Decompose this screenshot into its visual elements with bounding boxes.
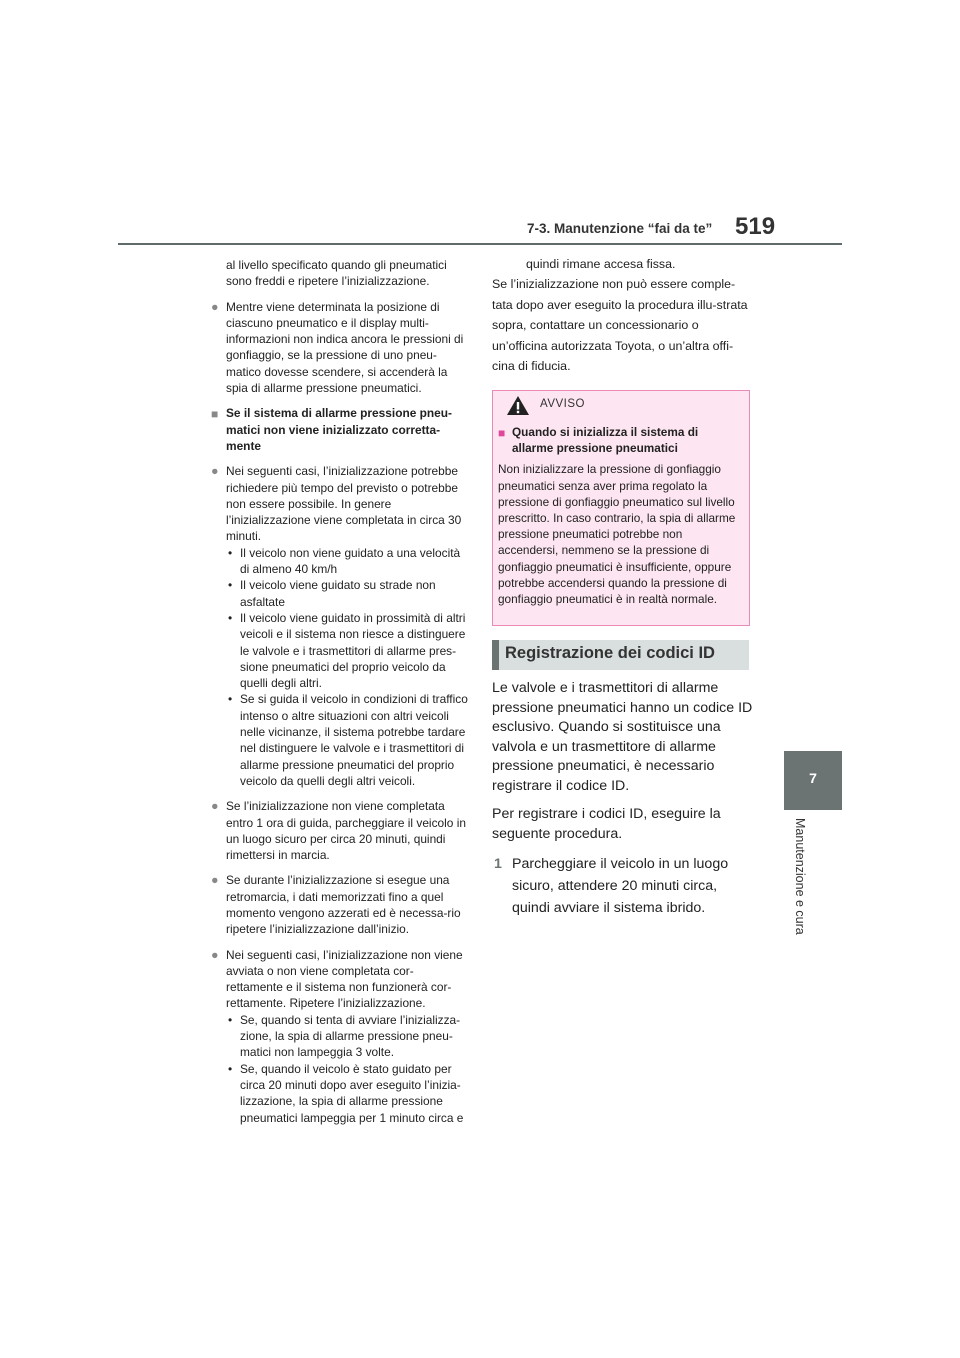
chapter-label: Manutenzione e cura: [793, 818, 807, 935]
note-not-started: [212, 947, 468, 1126]
step-text: Parcheggiare il veicolo in un luogo sicuro, attendere 20 minuti circa, quindi avviare il sistema ibrido.: [512, 856, 729, 916]
intro-continuation: al livello specificato quando gli pneumatici sono freddi e ripetere l’inizializzazione.: [226, 258, 447, 289]
note-reverse: [212, 872, 468, 937]
note-reverse-text: Se durante l’inizializzazione si esegue una retromarcia, i dati memorizzati fino a quel momento vengono azzerati ed è necessa-rio ripetere l’inizializzazione dall’inizio.: [226, 873, 461, 937]
square-bullet-icon: ■: [211, 407, 219, 422]
circle-bullet-icon: ●: [211, 464, 219, 479]
list-item: • Se, quando il veicolo è stato guidato per circa 20 minuti dopo aver eseguito l’inizia-lizzazione, la spia di allarme pressione pneumatici lampeggia per 1 minuto circa e: [228, 1061, 464, 1125]
header-divider: [118, 243, 842, 245]
warning-subheading-text: Quando si inizializza il sistema di allarme pressione pneumatici: [512, 425, 699, 456]
section-header-title: 7-3. Manutenzione “fai da te”: [527, 221, 713, 236]
circle-bullet-icon: ●: [211, 947, 219, 962]
left-column: [212, 257, 468, 1135]
warning-box: [492, 390, 750, 626]
list-item: • Se si guida il veicolo in condizioni di traffico intenso o altre situazioni con altri veicoli nelle vicinanze, il sistema potrebbe tardare nel distinguere le valvole e i trasmettitori di allarme pressione pneumatici del proprio veicolo da quelli degli altri veicoli.: [228, 692, 468, 788]
section-body: [492, 679, 754, 919]
list-item: • Il veicolo non viene guidato a una velocità di almeno 40 km/h: [228, 545, 461, 577]
warning-body: [498, 424, 742, 607]
note-position: [212, 299, 468, 397]
note-one-hour: [212, 798, 468, 863]
section-paragraph-1: Le valvole e i trasmettitori di allarme pressione pneumatici hanno un codice ID esclusivo. Quando si sostituisce una valvola e un trasmettitore di allarme pressione pneumatici, è necessario registrare il codice ID.: [492, 680, 753, 794]
warning-text: Non inizializzare la pressione di gonfiaggio pneumatici senza aver prima regolato la pressione di gonfiaggio pneumatico sul livello prescritto. In caso contrario, la spia di allarme pressione pneumatici potrebbe non accendersi, nemmeno se la pressione di gonfiaggio pneumatici è insufficiente, oppure potrebbe accendersi quando la pressione di gonfiaggio pneumatici è in realtà normale.: [498, 462, 736, 607]
section-heading: [492, 640, 749, 670]
circle-bullet-icon: ●: [211, 299, 219, 314]
section-heading-bar: [492, 640, 499, 670]
warning-subheading: [498, 424, 742, 456]
warning-header: [493, 391, 749, 422]
right-column: [492, 255, 754, 377]
warning-title: AVVISO: [540, 398, 585, 410]
section-paragraph-2: Per registrare i codici ID, eseguire la seguente procedura.: [492, 806, 721, 842]
note-cases-text: Nei seguenti casi, l’inizializzazione potrebbe richiedere più tempo del previsto o potrebbe non essere possibile. In genere l’inizializzazione viene completata in circa 30 minuti.: [226, 464, 462, 544]
list-item: • Il veicolo viene guidato in prossimità di altri veicoli e il sistema non riesce a distinguere le valvole e i trasmettitori di allarme pres-sione pneumatici del proprio veicolo da quelli degli altri.: [228, 610, 466, 691]
chapter-number: 7: [809, 770, 817, 786]
warning-triangle-icon: [506, 395, 530, 416]
note-position-text: Mentre viene determinata la posizione di ciascuno pneumatico e il display multi-informazioni non indica ancora le pressioni di gonfiaggio, se la pressione di uno pneu-matico dovesse scendere, si accenderà la spia di allarme pressione pneumatici.: [226, 299, 464, 396]
subheading-not-initialized: [212, 405, 468, 454]
page-number: 519: [735, 213, 776, 240]
circle-bullet-icon: ●: [211, 799, 219, 814]
note-cases: [212, 463, 468, 789]
circle-bullet-icon: ●: [211, 873, 219, 888]
subheading-text: Se il sistema di allarme pressione pneu-matici non viene inizializzato corretta-mente: [226, 406, 453, 453]
section-title: Registrazione dei codici ID: [505, 644, 715, 662]
list-item: • Il veicolo viene guidato su strade non asfaltate: [228, 578, 436, 609]
note-not-started-text: Nei seguenti casi, l’inizializzazione non viene avviata o non viene completata cor-rettamente e il sistema non funzionerà cor-rettamente. Ripetere l’inizializzazione.: [226, 947, 463, 1011]
list-item: • Se, quando si tenta di avviare l’inizializza-zione, la spia di allarme pressione pneu-matici non lampeggia 3 volte.: [228, 1012, 461, 1060]
procedure-step: [492, 853, 754, 919]
step-number: 1: [494, 856, 502, 872]
square-bullet-icon: ■: [498, 426, 506, 440]
bullet-continuation: quindi rimane accesa fissa.: [526, 257, 676, 271]
note-one-hour-text: Se l’inizializzazione non viene completata entro 1 ora di guida, parcheggiare il veicolo in un luogo sicuro per circa 20 minuti, quindi rimettersi in marcia.: [226, 799, 466, 863]
contact-text: Se l’inizializzazione non può essere comple-tata dopo aver eseguito la procedura illu-strata sopra, contattare un concessionario o un’officina autorizzata Toyota, o un’altra offi-cina di fiducia.: [492, 277, 748, 373]
